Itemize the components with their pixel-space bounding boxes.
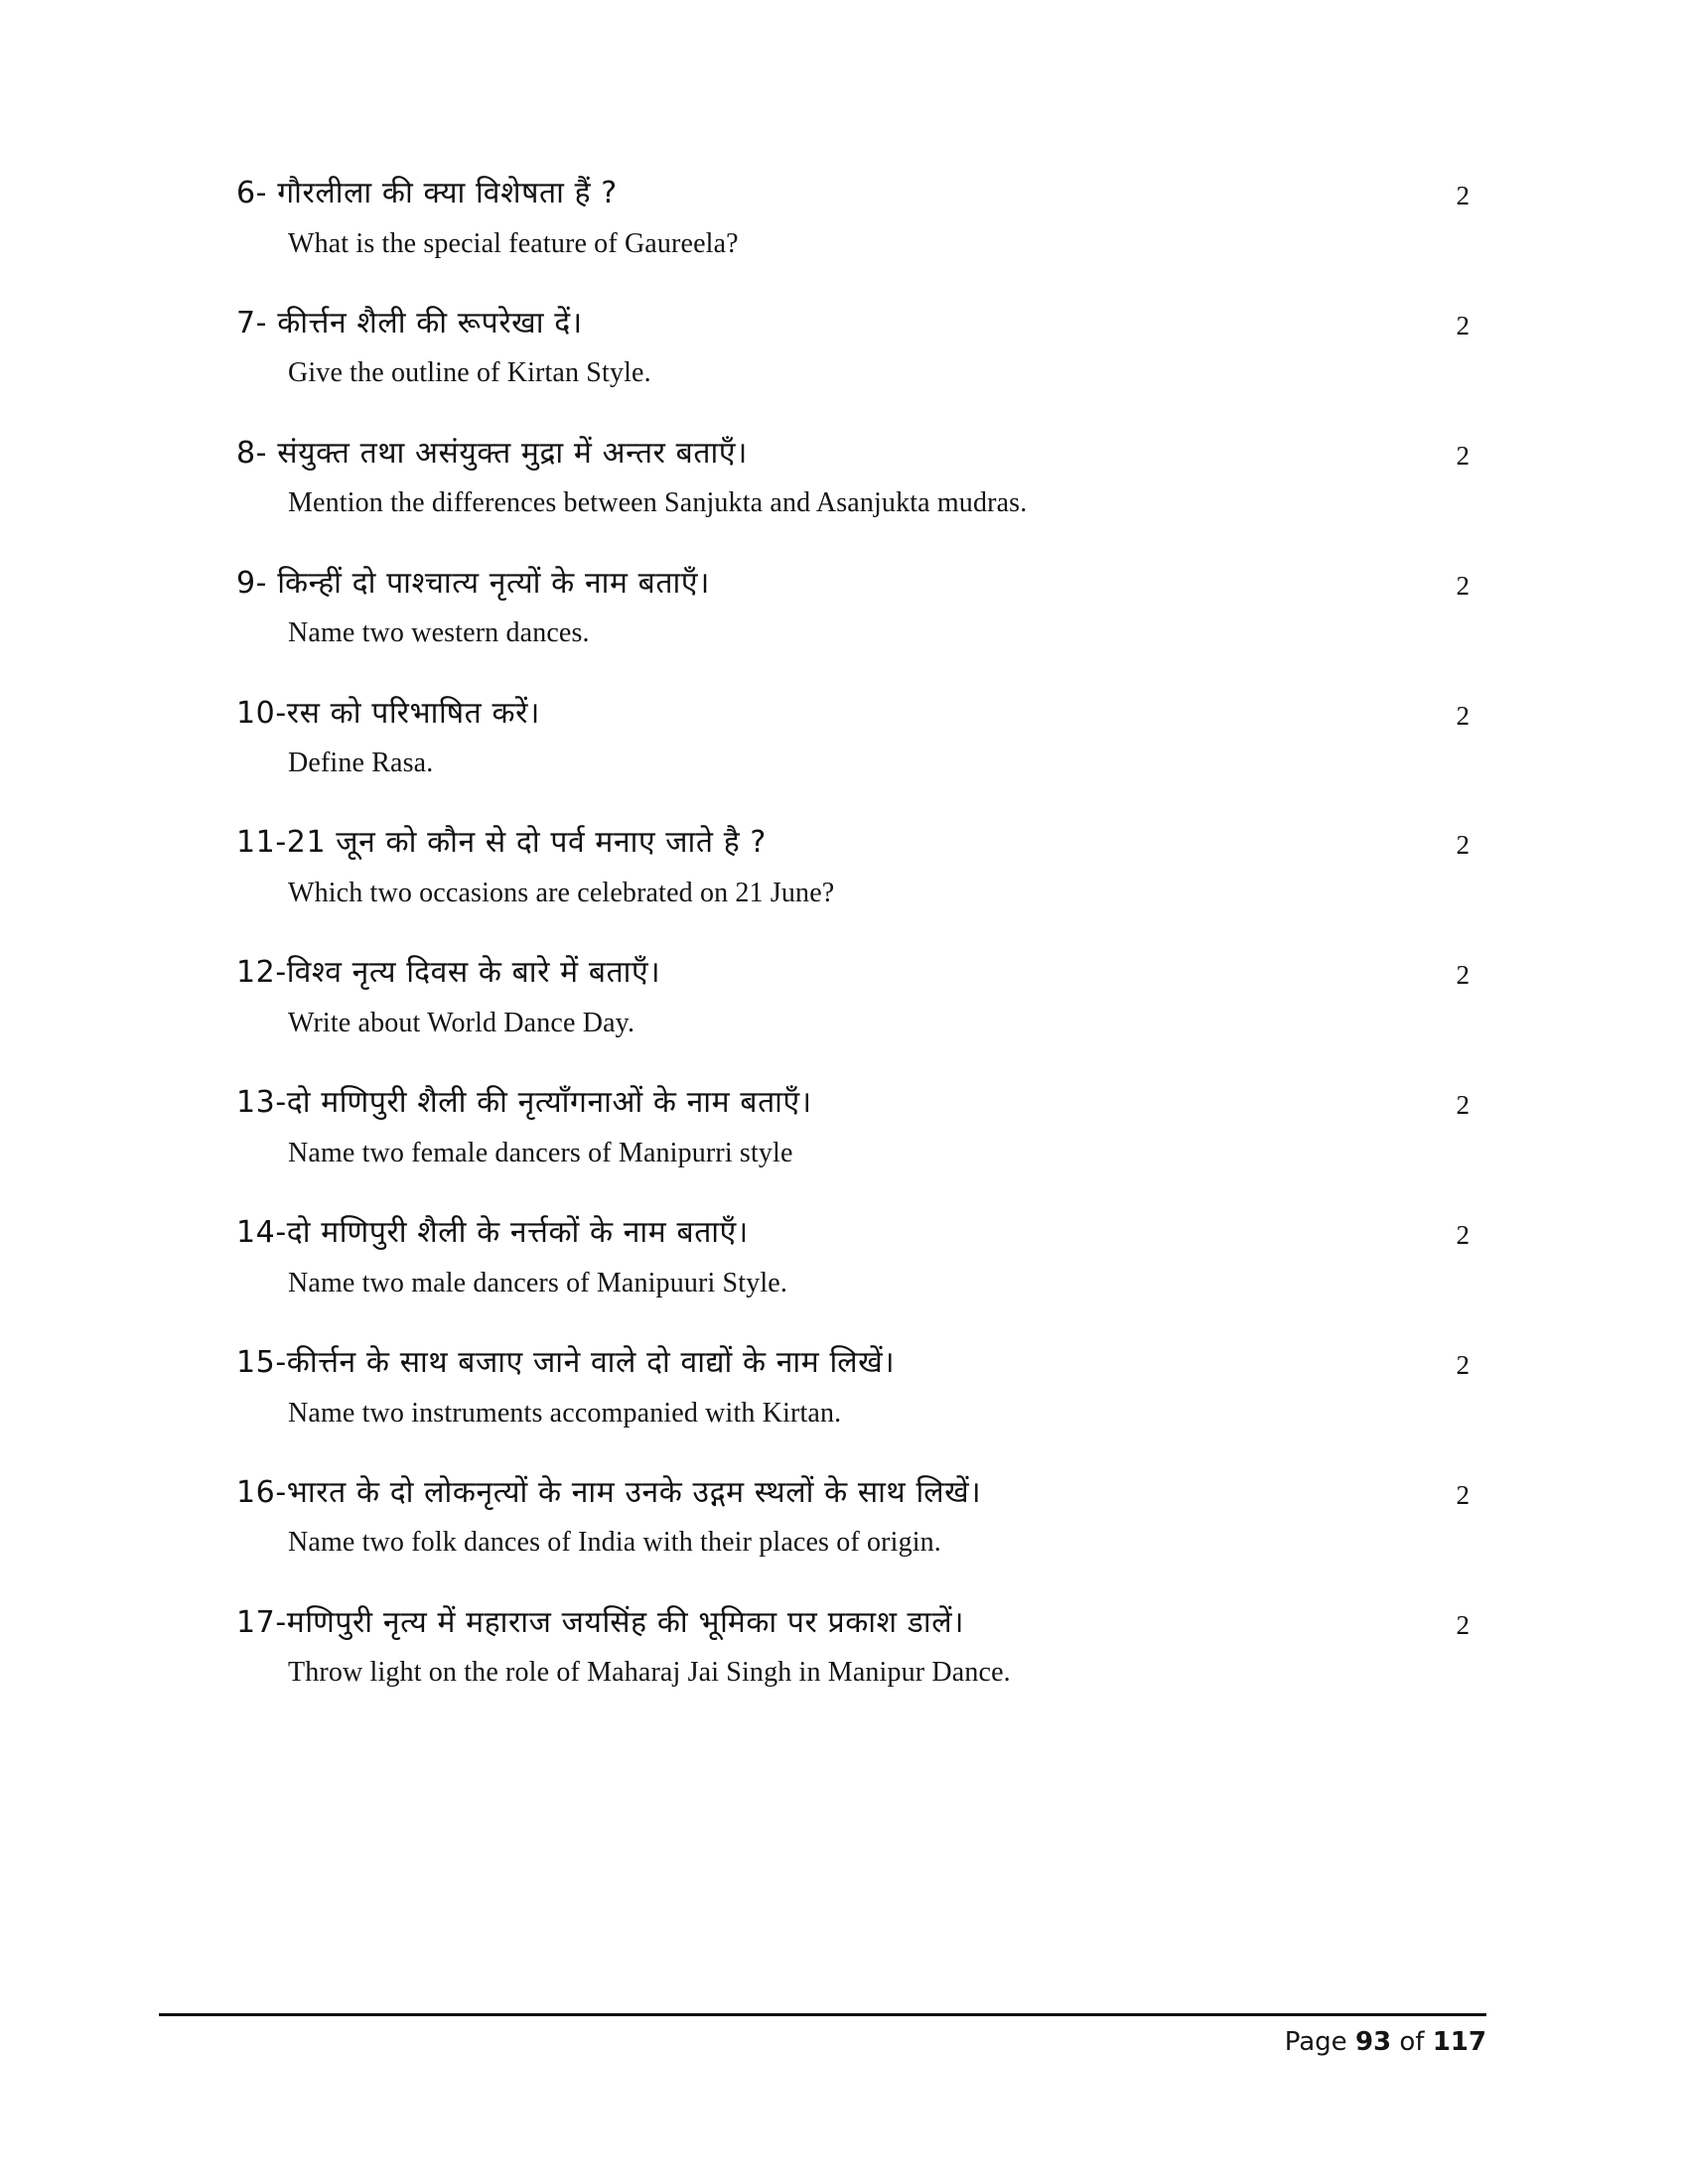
question-marks: 2 [1456, 181, 1470, 210]
question-marks: 2 [1456, 1609, 1470, 1640]
question-item [236, 304, 1470, 392]
question-marks: 2 [1456, 830, 1470, 861]
question-item [236, 1473, 1470, 1562]
footer-page-number: 93 [1354, 2027, 1392, 2057]
question-marks: 2 [1456, 1350, 1470, 1381]
question-english-text: Name two western dances. [288, 617, 590, 649]
page-number-footer [1285, 2027, 1486, 2057]
question-marks: 2 [1456, 310, 1470, 341]
question-item [236, 1343, 1470, 1432]
question-item [236, 694, 1470, 782]
question-marks: 2 [1456, 700, 1470, 731]
question-hindi-row [236, 1083, 1470, 1124]
question-english-text: Mention the differences between Sanjukta and Asanjukta mudras. [288, 487, 1028, 519]
question-item [236, 1213, 1470, 1301]
question-hindi-row [236, 1343, 1470, 1384]
question-hindi-row [236, 694, 1470, 735]
question-hindi-text: 10-रस को परिभाषित करें। [236, 695, 540, 731]
question-list [236, 174, 1470, 1733]
question-english-text: Define Rasa. [288, 748, 434, 779]
question-marks: 2 [1456, 1220, 1470, 1251]
question-english-text: Write about World Dance Day. [288, 1007, 635, 1038]
question-hindi-row [236, 1473, 1470, 1514]
question-hindi-text: 16-भारत के दो लोकनृत्यों के नाम उनके उद्गम स्थलों के साथ लिखें। [236, 1474, 982, 1510]
question-marks: 2 [1456, 440, 1470, 471]
footer-divider [159, 2013, 1486, 2016]
question-hindi-row [236, 434, 1470, 475]
question-item [236, 1083, 1470, 1171]
question-hindi-text: 11-21 जून को कौन से दो पर्व मनाए जाते है ? [236, 825, 767, 861]
question-hindi-text: 14-दो मणिपुरी शैली के नर्त्तकों के नाम बताएँ। [236, 1215, 749, 1251]
question-english-text: Throw light on the role of Maharaj Jai Singh in Manipur Dance. [288, 1657, 1011, 1689]
question-hindi-text: 15-कीर्त्तन के साथ बजाए जाने वाले दो वाद्यों के नाम लिखें। [236, 1345, 896, 1381]
question-hindi-text: 6- गौरलीला की क्या विशेषता हैं ? [236, 176, 618, 210]
question-english-text: Give the outline of Kirtan Style. [288, 357, 651, 389]
footer-page-prefix: Page [1284, 2027, 1355, 2057]
question-item [236, 1603, 1470, 1692]
question-hindi-row [236, 1603, 1470, 1644]
question-hindi-row [236, 823, 1470, 864]
question-hindi-row [236, 564, 1470, 605]
question-hindi-row [236, 1213, 1470, 1254]
question-marks: 2 [1456, 570, 1470, 601]
question-hindi-row [236, 174, 1470, 214]
footer-page-total: 117 [1432, 2027, 1486, 2057]
question-marks: 2 [1456, 1090, 1470, 1121]
question-hindi-row [236, 304, 1470, 344]
question-item [236, 174, 1470, 262]
question-hindi-row [236, 953, 1470, 994]
question-item [236, 434, 1470, 522]
question-hindi-text: 8- संयुक्त तथा असंयुक्त मुद्रा में अन्तर बताएँ। [236, 435, 749, 471]
question-hindi-text: 17-मणिपुरी नृत्य में महाराज जयसिंह की भूमिका पर प्रकाश डालें। [236, 1604, 965, 1640]
question-english-text: Name two instruments accompanied with Kirtan. [288, 1397, 842, 1429]
question-item [236, 823, 1470, 911]
question-marks: 2 [1456, 1479, 1470, 1510]
question-english-text: Which two occasions are celebrated on 21 June? [288, 877, 835, 908]
question-english-text: Name two female dancers of Manipurri style [288, 1137, 793, 1168]
question-hindi-text: 13-दो मणिपुरी शैली की नृत्याँगनाओं के नाम बताएँ। [236, 1085, 812, 1121]
question-hindi-text: 9- किन्हीं दो पाश्चात्य नृत्यों के नाम बताएँ। [236, 565, 711, 601]
footer-page-middle: of [1391, 2027, 1433, 2057]
question-hindi-text: 7- कीर्त्तन शैली की रूपरेखा दें। [236, 305, 583, 341]
question-marks: 2 [1456, 960, 1470, 991]
question-english-text: What is the special feature of Gaureela? [288, 227, 739, 259]
question-item [236, 564, 1470, 652]
question-hindi-text: 12-विश्व नृत्य दिवस के बारे में बताएँ। [236, 955, 661, 991]
question-english-text: Name two male dancers of Manipuuri Style. [288, 1267, 788, 1298]
question-item [236, 953, 1470, 1041]
question-english-text: Name two folk dances of India with their places of origin. [288, 1527, 941, 1559]
